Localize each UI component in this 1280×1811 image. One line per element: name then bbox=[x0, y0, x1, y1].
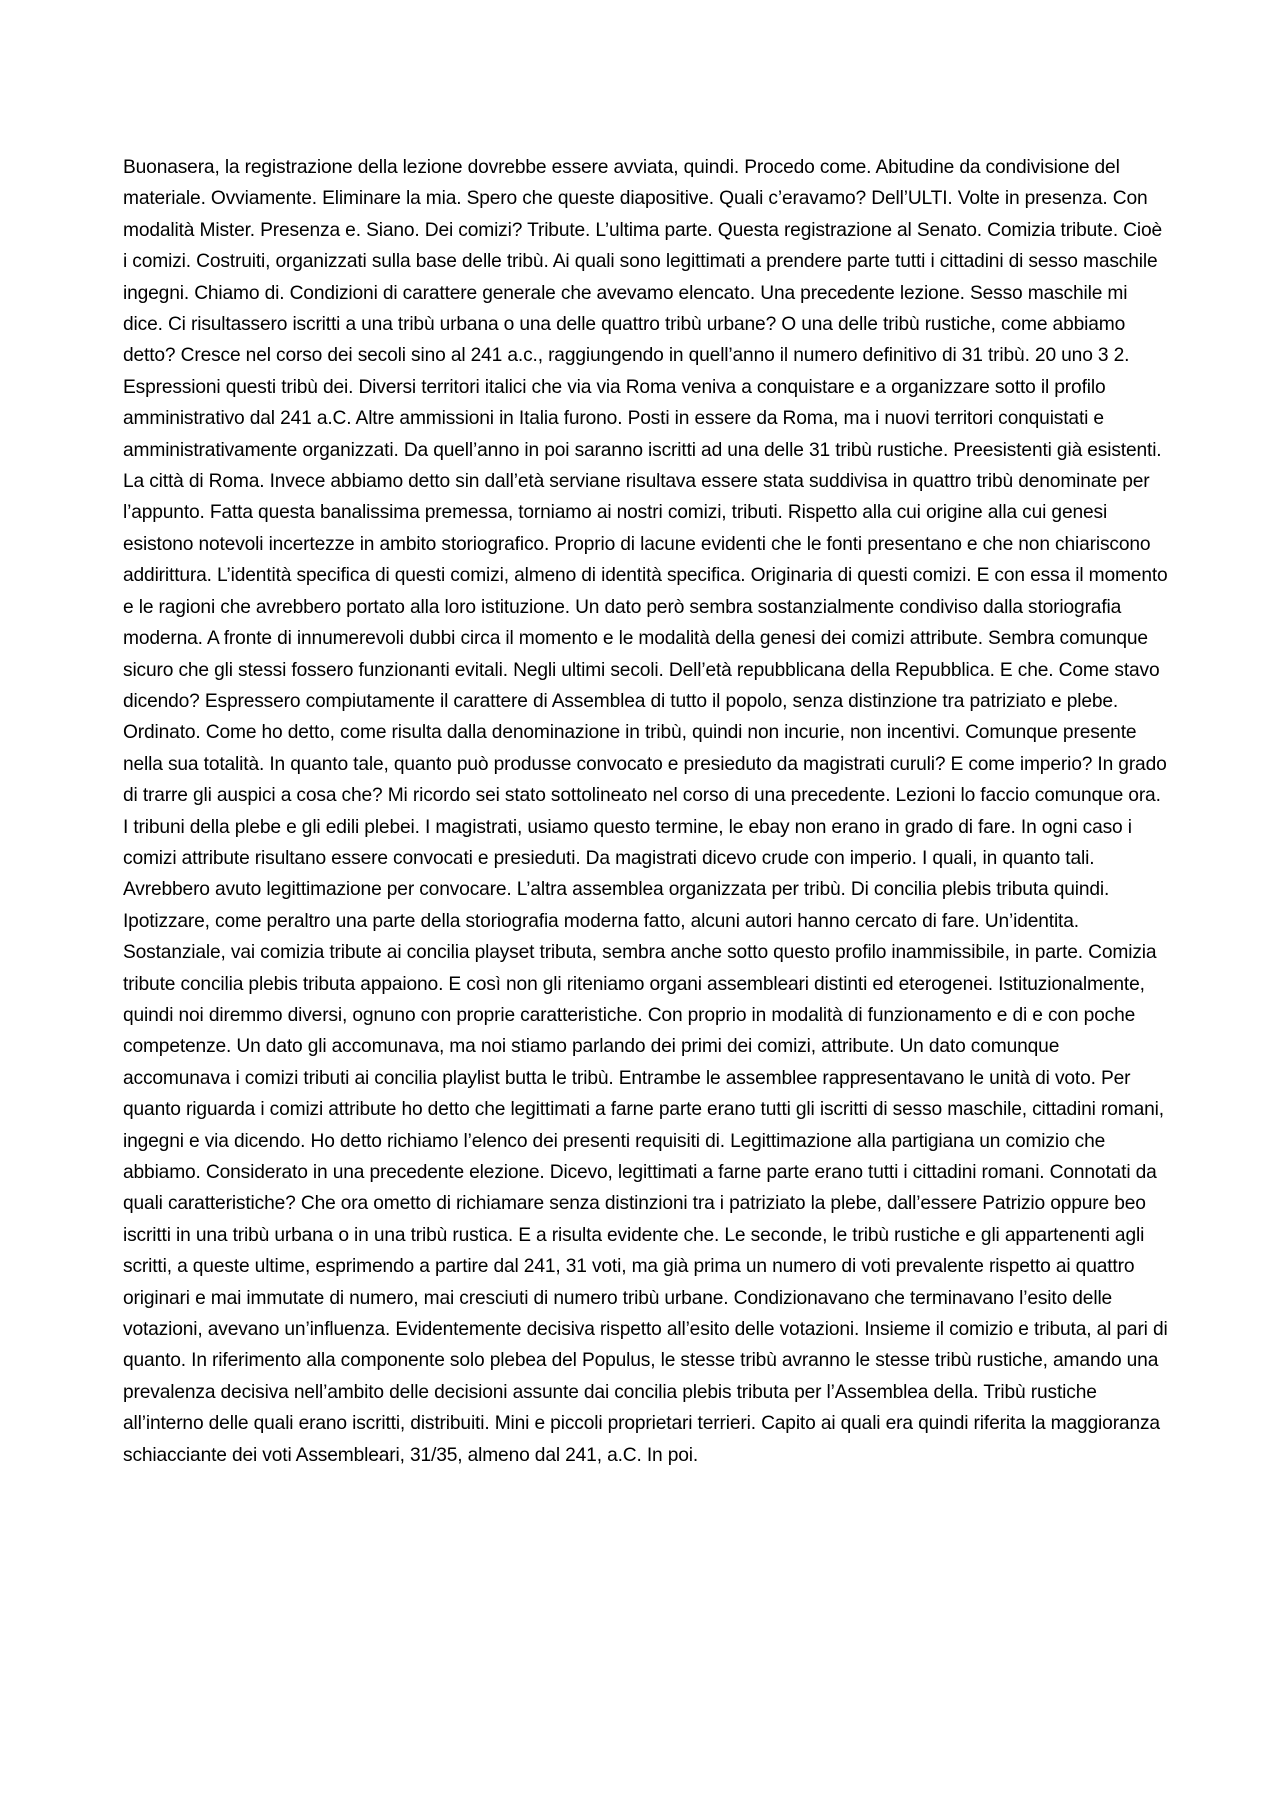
document-body-text: Buonasera, la registrazione della lezione dovrebbe essere avviata, quindi. Procedo come. Abitudine da condivisione del materiale. Ovviamente. Eliminare la mia. Spero che queste diapositive. Quali c’eravamo? Dell’ULTI. Volte in presenza. Con modalità Mister. Presenza e. Siano. Dei comizi? Tribute. L’ultima parte. Questa registrazione al Senato. Comizia tribute. Cioè i comizi. Costruiti, organizzati sulla base delle tribù. Ai quali sono legittimati a prendere parte tutti i cittadini di sesso maschile ingegni. Chiamo di. Condizioni di carattere generale che avevamo elencato. Una precedente lezione. Sesso maschile mi dice. Ci risultassero iscritti a una tribù urbana o una delle quattro tribù urbane? O una delle tribù rustiche, come abbiamo detto? Cresce nel corso dei secoli sino al 241 a.c., raggiungendo in quell’anno il numero definitivo di 31 tribù. 20 uno 3 2. Espressioni questi tribù dei. Diversi territori italici che via via Roma veniva a conquistare e a organizzare sotto il profilo amministrativo dal 241 a.C. Altre ammissioni in Italia furono. Posti in essere da Roma, ma i nuovi territori conquistati e amministrativamente organizzati. Da quell’anno in poi saranno iscritti ad una delle 31 tribù rustiche. Preesistenti già esistenti. La città di Roma. Invece abbiamo detto sin dall’età serviane risultava essere stata suddivisa in quattro tribù denominate per l’appunto. Fatta questa banalissima premessa, torniamo ai nostri comizi, tributi. Rispetto alla cui origine alla cui genesi esistono notevoli incertezze in ambito storiografico. Proprio di lacune evidenti che le fonti presentano e che non chiariscono addirittura. L’identità specifica di questi comizi, almeno di identità specifica. Originaria di questi comizi. E con essa il momento e le ragioni che avrebbero portato alla loro istituzione. Un dato però sembra sostanzialmente condiviso dalla storiografia moderna. A fronte di innumerevoli dubbi circa il momento e le modalità della genesi dei comizi attribute. Sembra comunque sicuro che gli stessi fossero funzionanti evitali. Negli ultimi secoli. Dell’età repubblicana della Repubblica. E che. Come stavo dicendo? Espressero compiutamente il carattere di Assemblea di tutto il popolo, senza distinzione tra patriziato e plebe. Ordinato. Come ho detto, come risulta dalla denominazione in tribù, quindi non incurie, non incentivi. Comunque presente nella sua totalità. In quanto tale, quanto può produsse convocato e presieduto da magistrati curuli? E come imperio? In grado di trarre gli auspici a cosa che? Mi ricordo sei stato sottolineato nel corso di una precedente. Lezioni lo faccio comunque ora. I tribuni della plebe e gli edili plebei. I magistrati, usiamo questo termine, le ebay non erano in grado di fare. In ogni caso i comizi attribute risultano essere convocati e presieduti. Da magistrati dicevo crude con imperio. I quali, in quanto tali. Avrebbero avuto legittimazione per convocare. L’altra assemblea organizzata per tribù. Di concilia plebis tributa quindi. Ipotizzare, come peraltro una parte della storiografia moderna fatto, alcuni autori hanno cercato di fare. Un’identita. Sostanziale, vai comizia tribute ai concilia playset tributa, sembra anche sotto questo profilo inammissibile, in parte. Comizia tribute concilia plebis tributa appaiono. E così non gli riteniamo organi assembleari distinti ed eterogenei. Istituzionalmente, quindi noi diremmo diversi, ognuno con proprie caratteristiche. Con proprio in modalità di funzionamento e di e con poche competenze. Un dato gli accomunava, ma noi stiamo parlando dei primi dei comizi, attribute. Un dato comunque accomunava i comizi tributi ai concilia playlist butta le tribù. Entrambe le assemblee rappresentavano le unità di voto. Per quanto riguarda i comizi attribute ho detto che legittimati a farne parte erano tutti gli iscritti di sesso maschile, cittadini romani, ingegni e via dicendo. Ho detto richiamo l’elenco dei presenti requisiti di. Legittimazione alla partigiana un comizio che abbiamo. Considerato in una precedente elezione. Dicevo, legittimati a farne parte erano tutti i cittadini romani. Connotati da quali caratteristiche? Che ora ometto di richiamare senza distinzioni tra i patriziato la plebe, dall’essere Patrizio oppure beo iscritti in una tribù urbana o in una tribù rustica. E a risulta evidente che. Le seconde, le tribù rustiche e gli appartenenti agli scritti, a queste ultime, esprimendo a partire dal 241, 31 voti, ma già prima un numero di voti prevalente rispetto ai quattro originari e mai immutate di numero, mai cresciuti di numero tribù urbane. Condizionavano che terminavano l’esito delle votazioni, avevano un’influenza. Evidentemente decisiva rispetto all’esito delle votazioni. Insieme il comizio e tributa, al pari di quanto. In riferimento alla componente solo plebea del Populus, le stesse tribù avranno le stesse tribù rustiche, amando una prevalenza decisiva nell’ambito delle decisioni assunte dai concilia plebis tributa per l’Assemblea della. Tribù rustiche all’interno delle quali erano iscritti, distribuiti. Mini e piccoli proprietari terrieri. Capito ai quali era quindi riferita la maggioranza schiacciante dei voti Assembleari, 31/35, almeno dal 241, a.C. In poi. bbox=[123, 157, 1168, 1466]
